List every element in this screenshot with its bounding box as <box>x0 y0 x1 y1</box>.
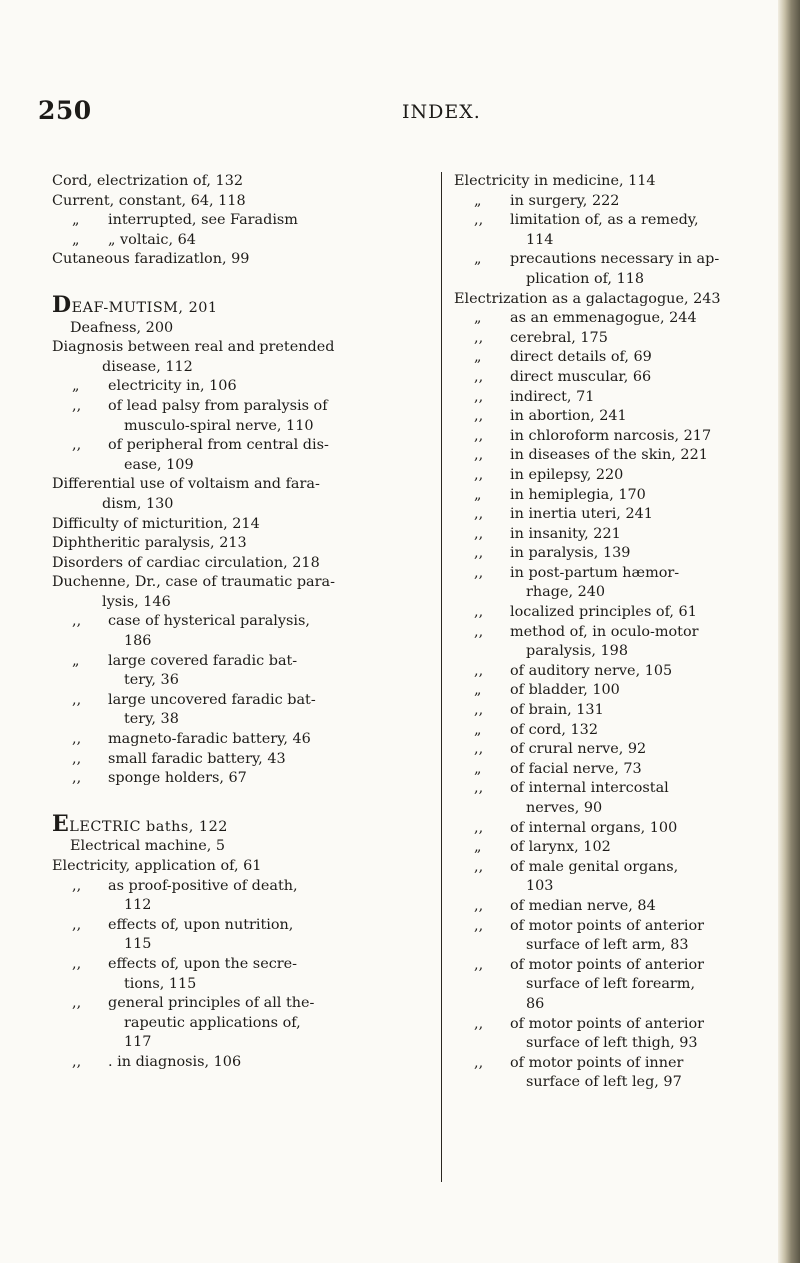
entry-line: 86 <box>526 995 545 1012</box>
ditto-mark: ,, <box>474 702 484 719</box>
entry-line: tery, 36 <box>124 672 179 689</box>
ditto-mark: ,, <box>72 995 82 1012</box>
index-subentry <box>454 956 776 1015</box>
ditto-mark: ,, <box>474 525 484 542</box>
index-subentry <box>52 377 428 397</box>
entry-line: tions, 115 <box>124 975 197 992</box>
index-entry <box>52 338 428 377</box>
entry-line: Diagnosis between real and pretended <box>52 339 335 356</box>
section-gap <box>52 789 428 815</box>
index-subentry <box>454 309 776 329</box>
entry-line: of motor points of anterior <box>510 917 704 934</box>
entry-line: effects of, upon nutrition, <box>108 916 294 933</box>
index-subentry <box>52 211 428 231</box>
entry-line: lysis, 146 <box>102 593 171 610</box>
entry-line: in paralysis, 139 <box>510 545 631 562</box>
index-entry <box>52 192 428 212</box>
ditto-mark: „ <box>72 212 80 229</box>
ditto-mark: ,, <box>474 506 484 523</box>
ditto-mark: „ <box>474 192 482 209</box>
ditto-mark: ,, <box>474 1054 484 1071</box>
entry-line: of auditory nerve, 105 <box>510 662 673 679</box>
index-entry <box>52 250 428 270</box>
entry-line: large uncovered faradic bat- <box>108 691 316 708</box>
index-subentry <box>454 838 776 858</box>
entry-line: 112 <box>124 897 152 914</box>
entry-line: nerves, 90 <box>526 800 603 816</box>
entry-line: cerebral, 175 <box>510 329 608 346</box>
index-subentry <box>52 231 428 251</box>
entry-line: in abortion, 241 <box>510 408 627 425</box>
index-subentry <box>454 192 776 212</box>
entry-line: small faradic battery, 43 <box>108 750 286 767</box>
entry-line: general principles of all the- <box>108 995 315 1012</box>
ditto-mark: ,, <box>72 916 82 933</box>
entry-line: magneto-faradic battery, 46 <box>108 731 311 748</box>
index-entry <box>454 290 776 310</box>
ditto-mark: ,, <box>474 662 484 679</box>
index-subentry <box>454 466 776 486</box>
entry-line: surface of left leg, 97 <box>526 1074 682 1091</box>
ditto-mark: ,, <box>72 770 82 787</box>
index-subentry <box>454 681 776 701</box>
page-number: 250 <box>38 96 92 125</box>
entry-line: dism, 130 <box>102 495 174 512</box>
ditto-mark: ,, <box>474 212 484 229</box>
book-spine-edge <box>778 0 800 1263</box>
index-entry <box>52 534 428 554</box>
entry-line: surface of left forearm, <box>526 976 696 993</box>
entry-line: of cord, 132 <box>510 721 598 738</box>
ditto-mark: „ <box>474 486 482 503</box>
entry-line: in surgery, 222 <box>510 192 620 209</box>
index-subentry <box>454 486 776 506</box>
entry-line: in chloroform narcosis, 217 <box>510 427 712 444</box>
index-subentry <box>454 662 776 682</box>
entry-line: 103 <box>526 878 554 895</box>
entry-line: rhage, 240 <box>526 584 606 601</box>
index-subentry <box>454 897 776 917</box>
entry-line: electricity in, 106 <box>108 378 237 395</box>
entry-line: interrupted, see Faradism <box>108 212 298 229</box>
entry-line: in insanity, 221 <box>510 525 621 542</box>
index-entry <box>52 515 428 535</box>
entry-line: Electrization as a galactagogue, 243 <box>454 290 721 307</box>
entry-line: Electrical machine, 5 <box>70 838 226 855</box>
index-entry <box>52 573 428 612</box>
entry-line: sponge holders, 67 <box>108 770 247 787</box>
entry-line: tery, 38 <box>124 711 179 728</box>
ditto-mark: ,, <box>474 956 484 973</box>
entry-line: of motor points of inner <box>510 1054 684 1071</box>
entry-line: method of, in oculo-motor <box>510 623 699 640</box>
index-subentry <box>454 701 776 721</box>
index-subentry <box>52 1053 428 1073</box>
ditto-mark: ,, <box>72 1053 82 1070</box>
entry-line: Electricity in medicine, 114 <box>454 173 656 189</box>
ditto-mark: „ <box>474 682 482 699</box>
entry-line: of bladder, 100 <box>510 682 620 699</box>
index-subentry <box>454 760 776 780</box>
index-subentry <box>52 436 428 475</box>
ditto-mark: ,, <box>72 731 82 748</box>
ditto-mark: ,, <box>474 1015 484 1032</box>
ditto-mark: ,, <box>474 623 484 640</box>
index-subentry <box>454 779 776 818</box>
index-subentry <box>454 917 776 956</box>
entry-line: Cutaneous faradizatlon, 99 <box>52 251 250 268</box>
entry-line: of internal organs, 100 <box>510 819 678 836</box>
entry-line: of brain, 131 <box>510 702 604 719</box>
entry-line: musculo-spiral nerve, 110 <box>124 417 314 434</box>
ditto-mark: „ <box>72 652 80 669</box>
entry-line: in hemiplegia, 170 <box>510 486 646 503</box>
index-entry <box>454 172 776 192</box>
entry-line: as an emmenagogue, 244 <box>510 310 697 327</box>
ditto-mark: ,, <box>474 408 484 425</box>
ditto-mark: ,, <box>72 613 82 630</box>
section-gap <box>52 270 428 296</box>
entry-line: Difficulty of micturition, 214 <box>52 515 260 532</box>
entry-line: 115 <box>124 936 152 953</box>
ditto-mark: „ <box>474 839 482 856</box>
index-letter-heading <box>52 810 428 838</box>
heading-rest: LECTRIC baths, 122 <box>69 818 228 835</box>
index-subentry <box>454 1054 776 1093</box>
index-subentry <box>52 750 428 770</box>
entry-line: of motor points of anterior <box>510 1015 704 1032</box>
ditto-mark: ,, <box>474 545 484 562</box>
index-entry <box>52 837 428 857</box>
ditto-mark: ,, <box>474 917 484 934</box>
index-subentry <box>454 740 776 760</box>
entry-line: case of hysterical paralysis, <box>108 613 310 630</box>
entry-line: large covered faradic bat- <box>108 652 298 669</box>
index-entry <box>52 319 428 339</box>
entry-line: „ voltaic, 64 <box>108 231 196 248</box>
index-subentry <box>454 329 776 349</box>
ditto-mark: „ <box>474 310 482 327</box>
ditto-mark: ,, <box>72 955 82 972</box>
entry-line: of peripheral from central dis- <box>108 437 329 454</box>
index-subentry <box>454 388 776 408</box>
index-subentry <box>454 505 776 525</box>
ditto-mark: „ <box>474 251 482 268</box>
index-subentry <box>454 564 776 603</box>
entry-line: of larynx, 102 <box>510 839 611 856</box>
entry-line: 186 <box>124 633 152 650</box>
index-subentry <box>454 1015 776 1054</box>
entry-line: of motor points of anterior <box>510 956 704 973</box>
ditto-mark: ,, <box>474 427 484 444</box>
entry-line: Deafness, 200 <box>70 319 174 336</box>
index-column-left <box>52 172 428 1073</box>
entry-line: direct details of, 69 <box>510 349 652 366</box>
column-divider <box>441 172 442 1182</box>
index-entry <box>52 475 428 514</box>
entry-line: rapeutic applications of, <box>124 1014 301 1031</box>
index-subentry <box>454 603 776 623</box>
ditto-mark: ,, <box>474 604 484 621</box>
index-subentry <box>454 721 776 741</box>
index-subentry <box>52 877 428 916</box>
entry-line: in post-partum hæmor- <box>510 564 680 581</box>
index-subentry <box>52 994 428 1053</box>
index-entry <box>52 857 428 877</box>
entry-line: indirect, 71 <box>510 388 595 405</box>
index-subentry <box>52 916 428 955</box>
entry-line: limitation of, as a remedy, <box>510 212 699 229</box>
index-subentry <box>454 819 776 839</box>
entry-line: as proof-positive of death, <box>108 877 298 894</box>
ditto-mark: „ <box>474 349 482 366</box>
entry-line: ease, 109 <box>124 456 194 473</box>
index-entry <box>52 172 428 192</box>
index-subentry <box>52 955 428 994</box>
entry-line: effects of, upon the secre- <box>108 955 298 972</box>
entry-line: of median nerve, 84 <box>510 897 656 914</box>
entry-line: plication of, 118 <box>526 270 645 287</box>
index-letter-heading <box>52 291 428 319</box>
index-subentry <box>454 525 776 545</box>
entry-line: . in diagnosis, 106 <box>108 1053 242 1070</box>
ditto-mark: ,, <box>474 466 484 483</box>
heading-rest: EAF-MUTISM, 201 <box>71 299 218 316</box>
entry-line: of crural nerve, 92 <box>510 741 647 758</box>
entry-line: of lead palsy from paralysis of <box>108 397 328 414</box>
index-subentry <box>454 427 776 447</box>
index-subentry <box>52 691 428 730</box>
ditto-mark: ,, <box>474 819 484 836</box>
ditto-mark: ,, <box>72 691 82 708</box>
index-subentry <box>454 407 776 427</box>
index-subentry <box>454 250 776 289</box>
entry-line: in inertia uteri, 241 <box>510 506 653 523</box>
index-subentry <box>52 397 428 436</box>
entry-line: surface of left arm, 83 <box>526 937 689 954</box>
drop-cap-letter: D <box>52 291 72 318</box>
ditto-mark: ,, <box>474 388 484 405</box>
ditto-mark: „ <box>474 760 482 777</box>
index-subentry <box>52 769 428 789</box>
entry-line: in diseases of the skin, 221 <box>510 447 708 464</box>
ditto-mark: ,, <box>474 329 484 346</box>
entry-line: Current, constant, 64, 118 <box>52 192 246 209</box>
entry-line: localized principles of, 61 <box>510 604 697 621</box>
entry-line: of internal intercostal <box>510 780 669 797</box>
ditto-mark: ,, <box>474 564 484 581</box>
index-subentry <box>52 730 428 750</box>
index-entry <box>52 554 428 574</box>
ditto-mark: ,, <box>474 897 484 914</box>
entry-line: precautions necessary in ap- <box>510 251 720 268</box>
ditto-mark: „ <box>474 721 482 738</box>
index-subentry <box>52 652 428 691</box>
ditto-mark: ,, <box>72 397 82 414</box>
index-subentry <box>454 348 776 368</box>
ditto-mark: ,, <box>474 741 484 758</box>
index-subentry <box>454 544 776 564</box>
drop-cap-letter: E <box>52 810 70 837</box>
entry-line: Cord, electrization of, 132 <box>52 173 244 189</box>
entry-line: 117 <box>124 1034 152 1051</box>
entry-line: disease, 112 <box>102 358 193 375</box>
ditto-mark: ,, <box>72 750 82 767</box>
index-column-right <box>454 172 776 1093</box>
entry-line: Diphtheritic paralysis, 213 <box>52 535 247 552</box>
entry-line: surface of left thigh, 93 <box>526 1035 698 1052</box>
ditto-mark: „ <box>72 378 80 395</box>
entry-line: Differential use of voltaism and fara- <box>52 476 320 493</box>
entry-line: paralysis, 198 <box>526 643 628 660</box>
running-head: INDEX. <box>402 101 481 123</box>
entry-line: of male genital organs, <box>510 858 679 875</box>
ditto-mark: ,, <box>474 447 484 464</box>
ditto-mark: „ <box>72 231 80 248</box>
index-subentry <box>52 612 428 651</box>
page-header <box>0 96 780 136</box>
index-subentry <box>454 446 776 466</box>
entry-line: Electricity, application of, 61 <box>52 858 262 874</box>
entry-line: of facial nerve, 73 <box>510 760 642 777</box>
ditto-mark: ,, <box>474 858 484 875</box>
index-subentry <box>454 623 776 662</box>
entry-line: direct muscular, 66 <box>510 368 652 385</box>
index-subentry <box>454 858 776 897</box>
index-subentry <box>454 368 776 388</box>
entry-line: Duchenne, Dr., case of traumatic para- <box>52 574 335 591</box>
entry-line: Disorders of cardiac circulation, 218 <box>52 554 320 571</box>
entry-line: in epilepsy, 220 <box>510 466 624 483</box>
ditto-mark: ,, <box>72 437 82 454</box>
index-subentry <box>454 211 776 250</box>
entry-line: 114 <box>526 231 554 248</box>
ditto-mark: ,, <box>474 368 484 385</box>
ditto-mark: ,, <box>72 877 82 894</box>
ditto-mark: ,, <box>474 780 484 797</box>
